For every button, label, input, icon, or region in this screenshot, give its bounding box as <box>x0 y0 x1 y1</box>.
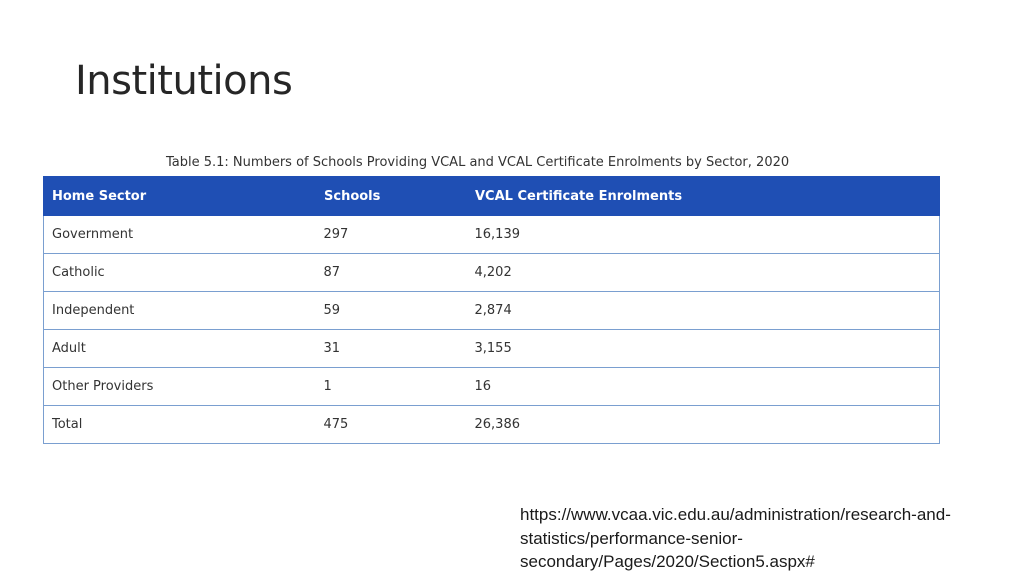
header-schools: Schools <box>316 177 467 216</box>
cell-sector: Government <box>44 216 316 254</box>
cell-schools: 59 <box>316 292 467 330</box>
cell-enrolments: 2,874 <box>467 292 940 330</box>
table-row <box>44 216 940 254</box>
cell-enrolments: 4,202 <box>467 254 940 292</box>
cell-schools: 297 <box>316 216 467 254</box>
source-url-line: https://www.vcaa.vic.edu.au/administration/research-and- <box>520 505 951 524</box>
header-home-sector: Home Sector <box>44 177 316 216</box>
table-row <box>44 368 940 406</box>
cell-enrolments: 26,386 <box>467 406 940 444</box>
source-url[interactable] <box>520 503 1000 574</box>
table-row <box>44 292 940 330</box>
table-header-row <box>44 177 940 216</box>
cell-sector: Total <box>44 406 316 444</box>
cell-sector: Catholic <box>44 254 316 292</box>
cell-sector: Other Providers <box>44 368 316 406</box>
cell-enrolments: 16 <box>467 368 940 406</box>
cell-schools: 1 <box>316 368 467 406</box>
cell-schools: 31 <box>316 330 467 368</box>
enrolments-table <box>43 176 940 444</box>
table-row <box>44 330 940 368</box>
cell-enrolments: 16,139 <box>467 216 940 254</box>
header-vcal-enrolments: VCAL Certificate Enrolments <box>467 177 940 216</box>
source-url-line: secondary/Pages/2020/Section5.aspx# <box>520 552 815 571</box>
cell-schools: 87 <box>316 254 467 292</box>
table-row <box>44 254 940 292</box>
page-title: Institutions <box>75 58 293 104</box>
table-caption: Table 5.1: Numbers of Schools Providing VCAL and VCAL Certificate Enrolments by Sector, 2020 <box>166 155 790 170</box>
cell-enrolments: 3,155 <box>467 330 940 368</box>
table-row-total <box>44 406 940 444</box>
source-url-line: statistics/performance-senior- <box>520 528 743 548</box>
cell-sector: Adult <box>44 330 316 368</box>
cell-schools: 475 <box>316 406 467 444</box>
cell-sector: Independent <box>44 292 316 330</box>
